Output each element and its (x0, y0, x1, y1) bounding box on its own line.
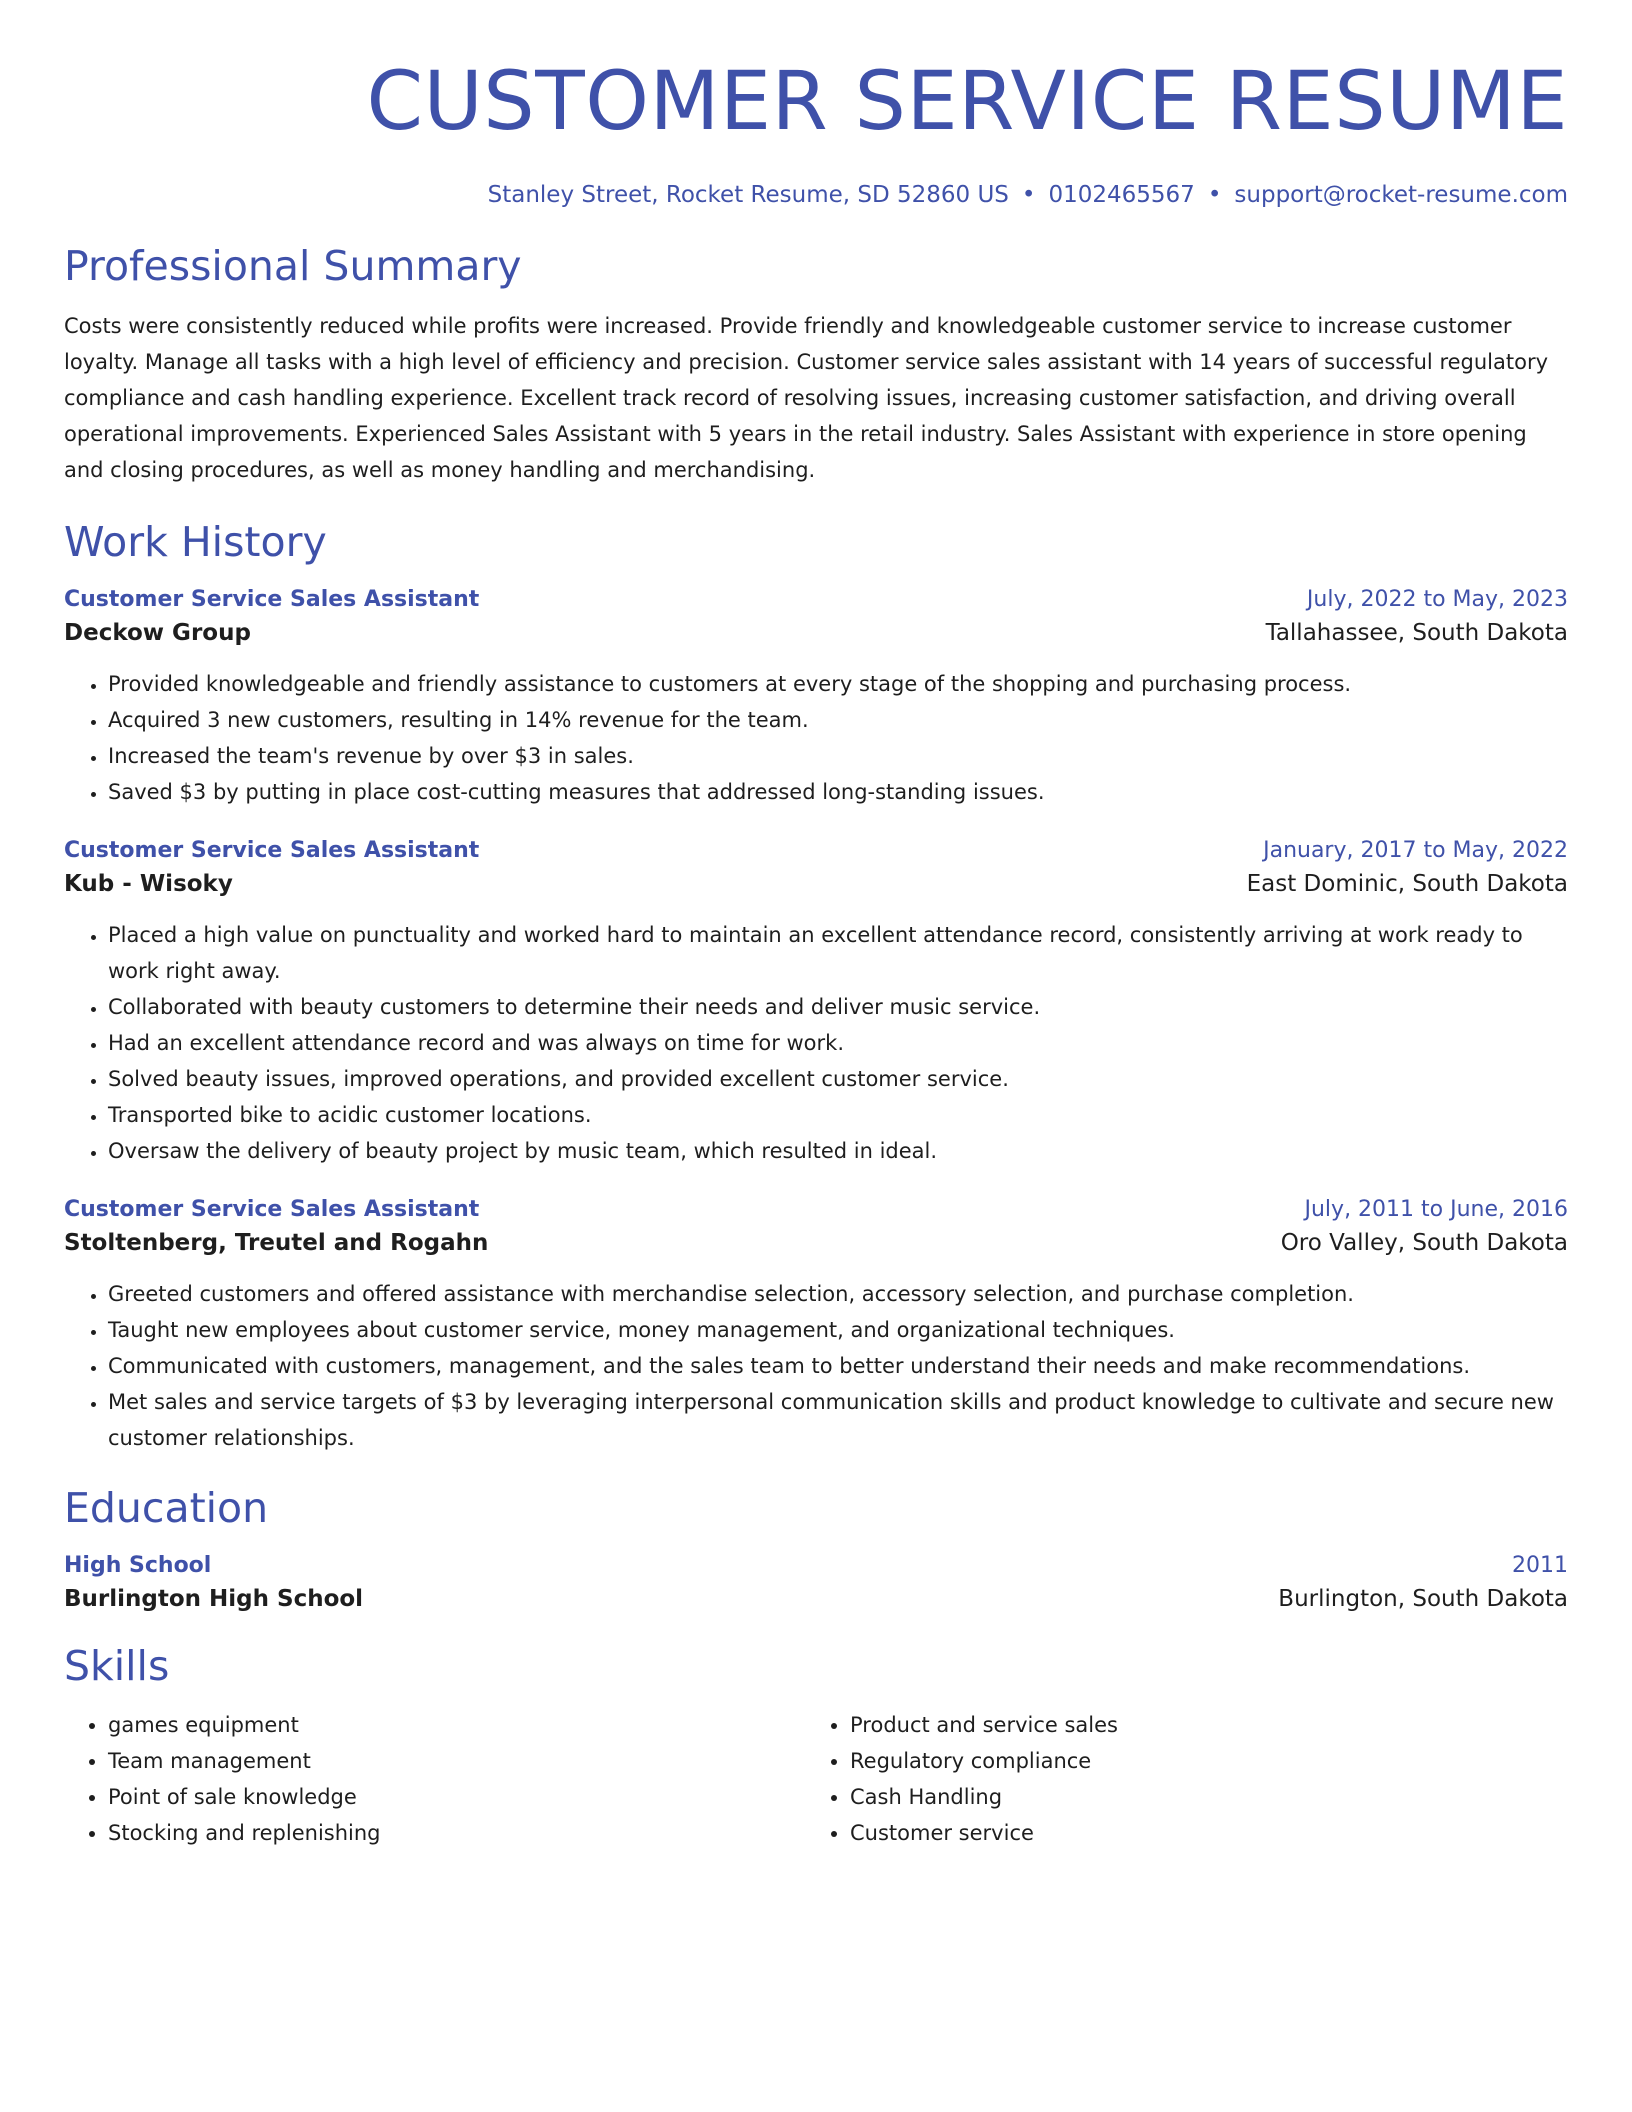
job-bullet: • Acquired 3 new customers, resulting in 14% revenue for the team. (108, 702, 1568, 738)
job-title: Customer Service Sales Assistant (64, 1197, 480, 1222)
education-heading: Education (64, 1484, 269, 1532)
skill-item: • Customer service (850, 1815, 1548, 1851)
job-title: Customer Service Sales Assistant (64, 587, 480, 612)
job-company-row (64, 620, 1568, 646)
job-bullet: • Provided knowledgeable and friendly assistance to customers at every stage of the shopping and purchasing process. (108, 666, 1568, 702)
job-bullet: • Placed a high value on punctuality and worked hard to maintain an excellent attendance record, consistently arriving at work ready to work right away. (108, 917, 1568, 989)
contact-separator: • (1207, 182, 1222, 208)
job-bullet: • Solved beauty issues, improved operations, and provided excellent customer service. (108, 1061, 1568, 1097)
job-title: Customer Service Sales Assistant (64, 838, 480, 863)
job-company: Stoltenberg, Treutel and Rogahn (64, 1230, 489, 1256)
education-degree: High School (64, 1553, 212, 1578)
job-location: East Dominic, South Dakota (1246, 871, 1568, 897)
summary-heading: Professional Summary (64, 242, 522, 290)
education-year: 2011 (1512, 1553, 1568, 1578)
resume-page (64, 0, 1568, 1851)
skill-item: • Point of sale knowledge (108, 1779, 806, 1815)
contact-separator: • (1021, 182, 1036, 208)
job-dates: July, 2022 to May, 2023 (1306, 587, 1568, 612)
job-header-row (64, 838, 1568, 863)
job-bullet: • Taught new employees about customer service, money management, and organizational techniques. (108, 1312, 1568, 1348)
job-header-row (64, 1197, 1568, 1222)
contact-email: support@rocket-resume.com (1234, 182, 1568, 208)
skills-heading: Skills (64, 1642, 170, 1690)
education-school-row (64, 1586, 1568, 1612)
job-company-row (64, 1230, 1568, 1256)
education-header-row (64, 1553, 1568, 1578)
job-bullets (64, 1276, 1568, 1456)
skill-item: • Team management (108, 1743, 806, 1779)
job-company: Kub - Wisoky (64, 871, 233, 897)
job-bullet: • Oversaw the delivery of beauty project by music team, which resulted in ideal. (108, 1133, 1568, 1169)
job-bullet: • Had an excellent attendance record and was always on time for work. (108, 1025, 1568, 1061)
skill-item: • games equipment (108, 1707, 806, 1743)
skills-columns (64, 1707, 1568, 1851)
contact-line (64, 182, 1568, 208)
skills-list-left (64, 1707, 806, 1851)
job-bullet: • Met sales and service targets of $3 by leveraging interpersonal communication skills and product knowledge to cultivate and secure new customer relationships. (108, 1384, 1568, 1456)
skill-item: • Stocking and replenishing (108, 1815, 806, 1851)
resume-title: CUSTOMER SERVICE RESUME (366, 55, 1568, 149)
summary-text: Costs were consistently reduced while profits were increased. Provide friendly and knowledgeable customer service to increase customer loyalty. Manage all tasks with a high level of efficiency and precision. Customer service sales assistant with 14 years of successful regulatory compliance and cash handling experience. Excellent track record of resolving issues, increasing customer satisfaction, and driving overall operational improvements. Experienced Sales Assistant with 5 years in the retail industry. Sales Assistant with experience in store opening and closing procedures, as well as money handling and merchandising. (64, 314, 1549, 482)
skills-list-right (806, 1707, 1548, 1851)
contact-address: Stanley Street, Rocket Resume, SD 52860 US (487, 182, 1009, 208)
job-bullet: • Increased the team's revenue by over $3 in sales. (108, 738, 1568, 774)
job-bullets (64, 917, 1568, 1169)
job-company: Deckow Group (64, 620, 251, 646)
job-location: Oro Valley, South Dakota (1280, 1230, 1568, 1256)
job-entry (64, 838, 1568, 1169)
education-entry (64, 1553, 1568, 1612)
skill-item: • Product and service sales (850, 1707, 1548, 1743)
contact-phone: 0102465567 (1048, 182, 1195, 208)
job-dates: January, 2017 to May, 2022 (1263, 838, 1568, 863)
job-company-row (64, 871, 1568, 897)
job-bullet: • Greeted customers and offered assistance with merchandise selection, accessory selection, and purchase completion. (108, 1276, 1568, 1312)
job-header-row (64, 587, 1568, 612)
skill-item: • Regulatory compliance (850, 1743, 1548, 1779)
work-history-heading: Work History (64, 518, 327, 566)
job-bullet: • Collaborated with beauty customers to determine their needs and deliver music service. (108, 989, 1568, 1025)
job-entry (64, 1197, 1568, 1456)
job-dates: July, 2011 to June, 2016 (1304, 1197, 1568, 1222)
education-school: Burlington High School (64, 1586, 364, 1612)
job-bullet: • Saved $3 by putting in place cost-cutting measures that addressed long-standing issues. (108, 774, 1568, 810)
education-location: Burlington, South Dakota (1278, 1586, 1568, 1612)
job-bullet: • Communicated with customers, management, and the sales team to better understand their needs and make recommendations. (108, 1348, 1568, 1384)
job-bullets (64, 666, 1568, 810)
job-bullet: • Transported bike to acidic customer locations. (108, 1097, 1568, 1133)
job-entry (64, 587, 1568, 810)
skill-item: • Cash Handling (850, 1779, 1548, 1815)
job-location: Tallahassee, South Dakota (1265, 620, 1568, 646)
